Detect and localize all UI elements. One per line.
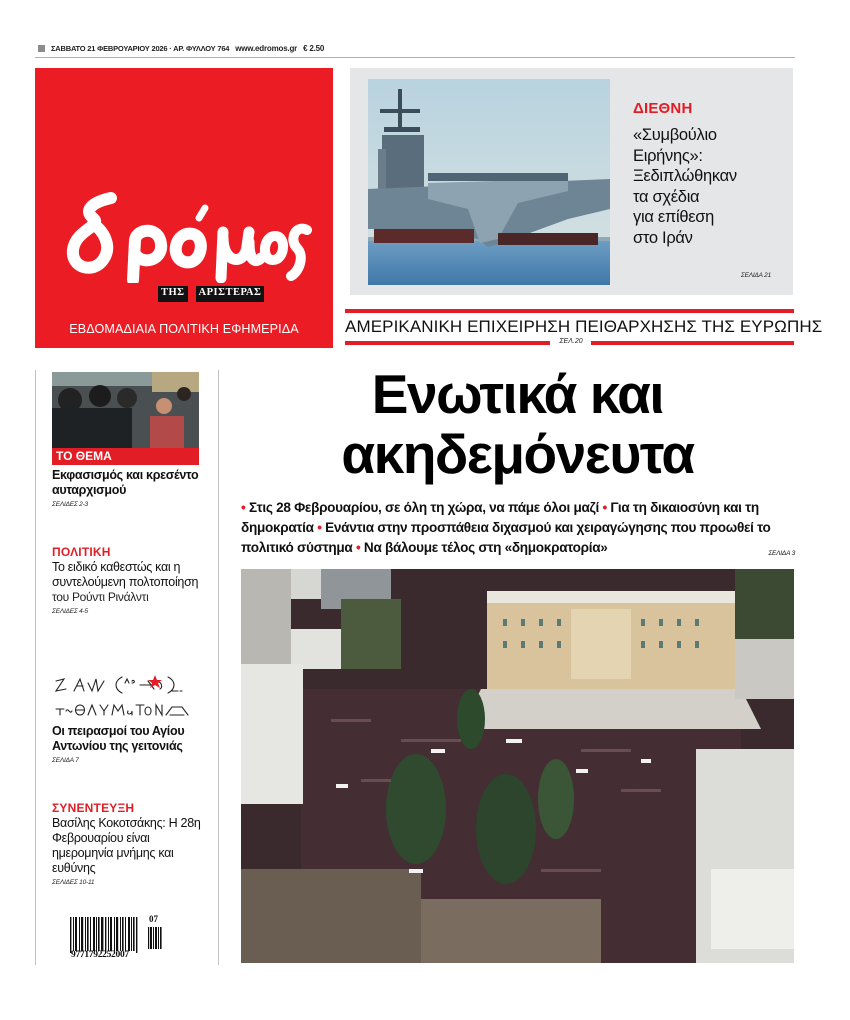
banner-page-ref: ΣΕΛ.20 (559, 338, 583, 345)
bullet-icon: • (241, 500, 246, 515)
barcode-number: 9771792252007 (71, 950, 129, 960)
sidebar-story-2-headline: Το ειδικό καθεστώς και η συντελούμενη πολτοποίηση (52, 560, 199, 589)
main-bullet-1: Στις 28 Φεβρουαρίου, σε όλη τη χώρα, να πάμε όλοι μαζί (248, 500, 599, 515)
bullet-icon: • (317, 520, 322, 535)
logo-sub-right: ΑΡΙΣΤΕΡΑΣ (196, 286, 265, 302)
aircraft-carrier-photo (368, 79, 610, 285)
masthead (35, 68, 333, 348)
logo-sub-left: ΤΗΣ (158, 286, 188, 302)
sidebar-story-1-page: ΣΕΛΙΔΕΣ 2-3 (52, 501, 88, 508)
sidebar-story-3-page: ΣΕΛΙΔΑ 7 (52, 757, 79, 764)
sidebar-story-3-headline: Οι πειρασμοί του Αγίου Αντωνίου της γειτονιάς (52, 724, 185, 753)
bullet-icon: • (355, 540, 361, 555)
sidebar-story-2[interactable] (52, 545, 212, 615)
sidebar-divider-right (218, 370, 219, 965)
sidebar-story-2-page: ΣΕΛΙΔΕΣ 4-5 (52, 608, 88, 615)
dromos-logo-icon (63, 188, 313, 283)
banner-rule-bottom-right (591, 341, 794, 345)
sidebar-story-1[interactable] (52, 468, 212, 508)
sidebar-story-4[interactable] (52, 801, 212, 886)
riot-police-photo (52, 372, 199, 448)
square-bullet-icon (38, 45, 45, 52)
column-logo-avli-icon (52, 675, 202, 723)
international-headline: «Συμβούλιο Ειρήνης»: Ξεδιπλώθηκαν τα σχέδια για επίθεση στο Ιράν (633, 126, 737, 247)
main-bullet-3: Ενάντια στην προσπάθεια διχασμού και χειραγώγησης που προωθεί το πολιτικό σύστημα (241, 520, 771, 555)
header-rule (35, 57, 795, 58)
rally-aerial-image-icon (241, 569, 794, 963)
sidebar-story-4-headline: Βασίλης Κοκοτσάκης: Η 28η Φεβρουαρίου είναι ημερομηνία μνήμης και ευθύνης (52, 816, 201, 875)
international-teaser[interactable] (350, 68, 793, 295)
international-category: ΔΙΕΘΝΗ (633, 100, 693, 117)
main-headline[interactable]: Ενωτικά και ακηδεμόνευτα (341, 363, 694, 485)
dateline-strip (38, 41, 324, 55)
price: € 2.50 (303, 43, 325, 53)
website-link[interactable]: www.edromos.gr (235, 43, 298, 53)
sidebar-category-to-thema: ΤΟ ΘΕΜΑ (52, 448, 199, 465)
logo-subtitle (158, 286, 264, 302)
riot-police-image-icon (52, 372, 199, 448)
sidebar-story-4-page: ΣΕΛΙΔΕΣ 10-11 (52, 879, 95, 886)
barcode-issue-number: 07 (149, 914, 158, 924)
main-bullet-2: Για τη δικαιοσύνη και τη δημοκρατία (241, 500, 759, 535)
banner-rule-top (345, 309, 794, 313)
red-star-icon (148, 675, 162, 688)
main-subheadline (241, 498, 795, 564)
main-bullet-4: Να βάλουμε τέλος στη «δημοκρατορία» (363, 540, 608, 555)
international-page-ref: ΣΕΛΙΔΑ 21 (740, 272, 771, 279)
syntagma-rally-photo (241, 569, 794, 963)
dateline: ΣΑΒΒΑΤΟ 21 ΦΕΒΡΟΥΑΡΙΟΥ 2026 · ΑΡ. ΦΥΛΛΟΥ 764 (51, 43, 230, 53)
sidebar-story-3[interactable] (52, 724, 212, 764)
bullet-icon: • (602, 500, 607, 515)
sidebar-divider-left (35, 370, 36, 965)
sidebar-story-2-byline: του Ρούντι Ρινάλντι (52, 590, 149, 604)
masthead-tagline: ΕΒΔΟΜΑΔΙΑΙΑ ΠΟΛΙΤΙΚΗ ΕΦΗΜΕΡΙΔΑ (69, 322, 299, 336)
banner-rule-bottom-left (345, 341, 550, 345)
aircraft-carrier-image-icon (368, 79, 610, 285)
sidebar-story-2-category: ΠΟΛΙΤΙΚΗ (52, 545, 111, 559)
banner-headline[interactable]: ΑΜΕΡΙΚΑΝΙΚΗ ΕΠΙΧΕΙΡΗΣΗ ΠΕΙΘΑΡΧΗΣΗΣ ΤΗΣ ΕΥΡΩΠΗΣ (345, 317, 823, 336)
sidebar-story-4-category: ΣΥΝΕΝΤΕΥΞΗ (52, 801, 135, 815)
sidebar-story-1-headline: Εκφασισμός και κρεσέντο αυταρχισμού (52, 468, 199, 497)
main-page-ref: ΣΕΛΙΔΑ 3 (768, 550, 795, 557)
